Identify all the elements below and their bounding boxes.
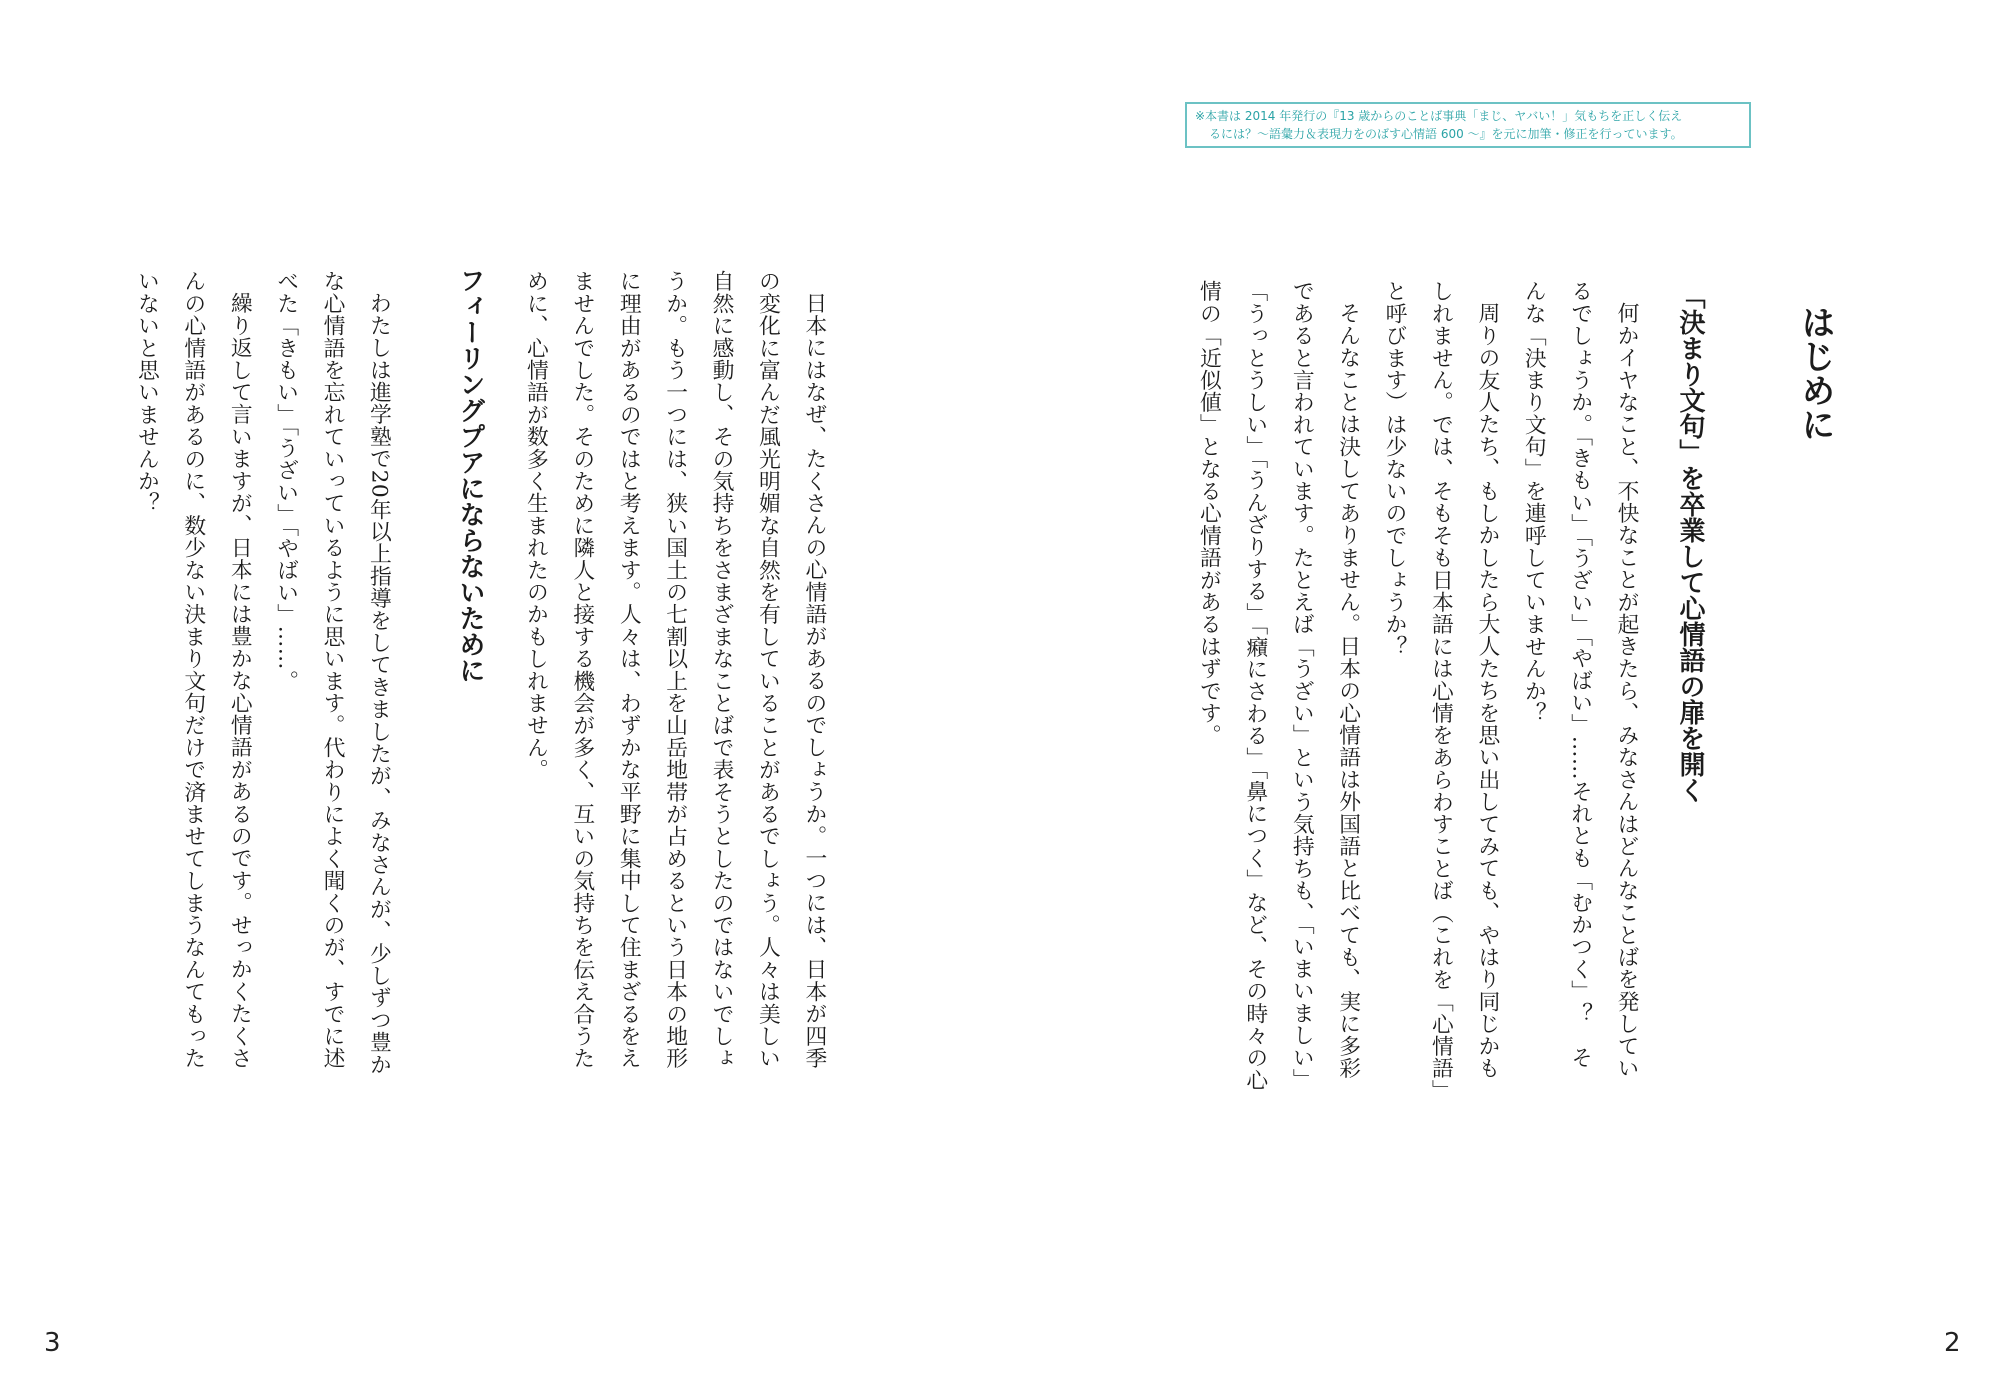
text-line: の変化に富んだ風光明媚な自然を有していることがあるでしょう。人々は美しい — [755, 270, 781, 1070]
text-line: 周りの友人たち、もしかしたら大人たちを思い出してみても、やはり同じかも — [1474, 301, 1500, 1079]
text-line: んな「決まり文句」を連呼していませんか？ — [1521, 280, 1547, 724]
text-line: るでしょうか。「きもい」「うざい」「やばい」……それとも「むかつく」？ そ — [1567, 280, 1593, 1069]
text-line: であると言われています。たとえば「うざい」という気持ちも、「いまいましい」 — [1289, 280, 1315, 1091]
text-line: 「うっとうしい」「うんざりする」「癪にさわる」「鼻につく」など、その時々の心 — [1242, 280, 1268, 1091]
text-line: めに、心情語が数多く生まれたのかもしれません。 — [523, 270, 549, 781]
source-note-line-1: ※本書は 2014 年発行の『13 歳からのことば事典「まじ、ヤバい！」気もちを正しく伝え — [1195, 109, 1683, 123]
text-line: しれません。では、そもそも日本語には心情をあらわすことば（これを「心情語」 — [1428, 280, 1454, 1102]
text-line: ませんでした。そのために隣人と接する機会が多く、互いの気持ちを伝え合うた — [569, 270, 595, 1070]
text-line: 日本にはなぜ、たくさんの心情語があるのでしょうか。一つには、日本が四季 — [801, 291, 827, 1069]
text-line: いないと思いませんか？ — [134, 270, 160, 515]
body-text-section-1 — [1185, 280, 1649, 1180]
section-heading-2: フィーリングプアにならないために — [455, 267, 485, 683]
text-line: に理由があるのではと考えます。人々は、わずかな平野に集中して住まざるをえ — [616, 270, 642, 1070]
text-line: な心情語を忘れていっているように思います。代わりによく聞くのが、すでに述 — [320, 270, 346, 1070]
source-note-box — [1185, 102, 1751, 148]
page-title: はじめに — [1795, 305, 1835, 441]
text-line: 何かイヤなこと、不快なことが起きたら、みなさんはどんなことばを発してい — [1614, 301, 1640, 1079]
page-number-left: 3 — [44, 1328, 61, 1358]
text-line: そんなことは決してありません。日本の心情語は外国語と比べても、実に多彩 — [1335, 301, 1361, 1079]
page-number-right: 2 — [1944, 1328, 1961, 1358]
text-line: んの心情語があるのに、数少ない決まり文句だけで済ませてしまうなんてもった — [180, 270, 206, 1070]
text-line: わたしは進学塾で20年以上指導をしてきましたが、みなさんが、少しずつ豊か — [366, 291, 392, 1076]
text-line: べた「きもい」「うざい」「やばい」……。 — [273, 270, 299, 693]
text-line: と呼びます）は少ないのでしょうか？ — [1382, 280, 1408, 658]
text-line: 情の「近似値」となる心情語があるはずです。 — [1196, 280, 1222, 747]
body-text-section-2 — [123, 270, 401, 1170]
source-note-line-2: るには？～語彙力＆表現力をのばす心情語 600 ～』を元に加筆・修正を行っています。 — [1209, 127, 1683, 141]
text-line: うか。もう一つには、狭い国土の七割以上を山岳地帯が占めるという日本の地形 — [662, 270, 688, 1070]
body-text-section-1b — [512, 270, 837, 1170]
text-line: 繰り返して言いますが、日本には豊かな心情語があるのです。せっかくたくさ — [227, 291, 253, 1069]
text-line: 自然に感動し、その気持ちをさまざまなことばで表そうとしたのではないでしょ — [709, 270, 735, 1070]
section-heading-1: 「決まり文句」を卒業して心情語の扉を開く — [1675, 283, 1705, 803]
